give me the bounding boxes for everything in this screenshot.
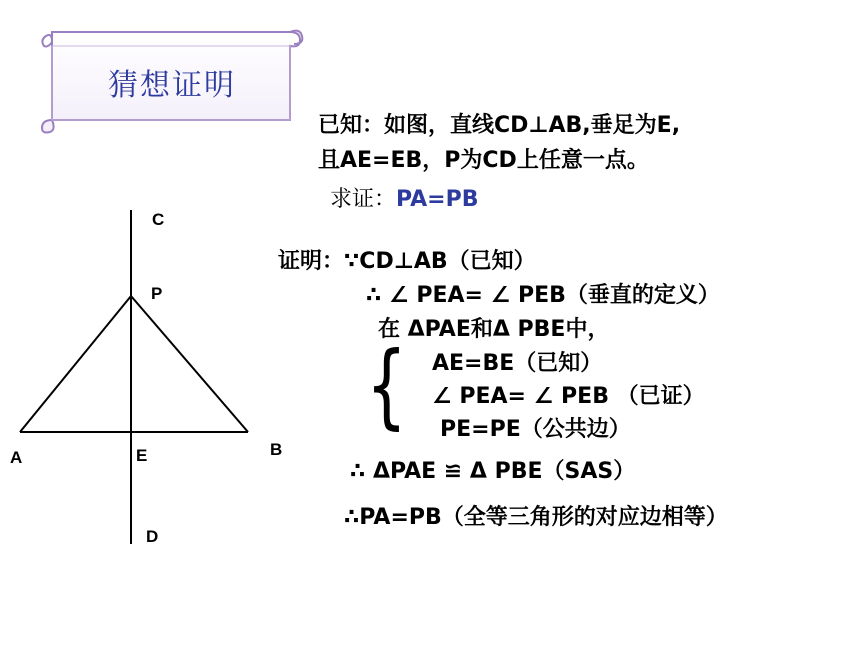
point-label-a: A xyxy=(10,448,23,467)
brace-item-3: PE=PE（公共边） xyxy=(440,417,631,442)
brace-item-2: ∠ PEA= ∠ PEB （已证） xyxy=(432,384,705,409)
proof-line-1: 证明：∵CD⊥AB（已知） xyxy=(278,249,536,274)
point-label-c: C xyxy=(152,210,165,229)
proof-line-4: ∴ ΔPAE ≌ Δ PBE（SAS） xyxy=(350,459,636,484)
given-line-2: 且AE=EB，P为CD上任意一点。 xyxy=(318,148,649,173)
proof-line-5: ∴PA=PB（全等三角形的对应边相等） xyxy=(344,505,728,530)
point-label-b: B xyxy=(270,440,283,459)
point-label-d: D xyxy=(146,527,159,546)
brace-symbol: { xyxy=(366,332,407,439)
proof-line-2: ∴ ∠ PEA= ∠ PEB（垂直的定义） xyxy=(366,283,720,308)
geometry-figure xyxy=(0,200,300,560)
proof-line-3: 在 ΔPAE和Δ PBE中， xyxy=(378,317,610,342)
point-label-e: E xyxy=(136,446,148,465)
prove-label: 求证： xyxy=(330,187,397,212)
given-line-1: 已知：如图，直线CD⊥AB,垂足为E, xyxy=(318,113,681,138)
page-title: 猜想证明 xyxy=(108,68,236,103)
point-label-p: P xyxy=(151,284,163,303)
segment-pb xyxy=(131,296,248,432)
prove-statement: PA=PB xyxy=(396,187,479,212)
brace-item-1: AE=BE（已知） xyxy=(432,351,603,376)
segment-pa xyxy=(20,296,131,432)
